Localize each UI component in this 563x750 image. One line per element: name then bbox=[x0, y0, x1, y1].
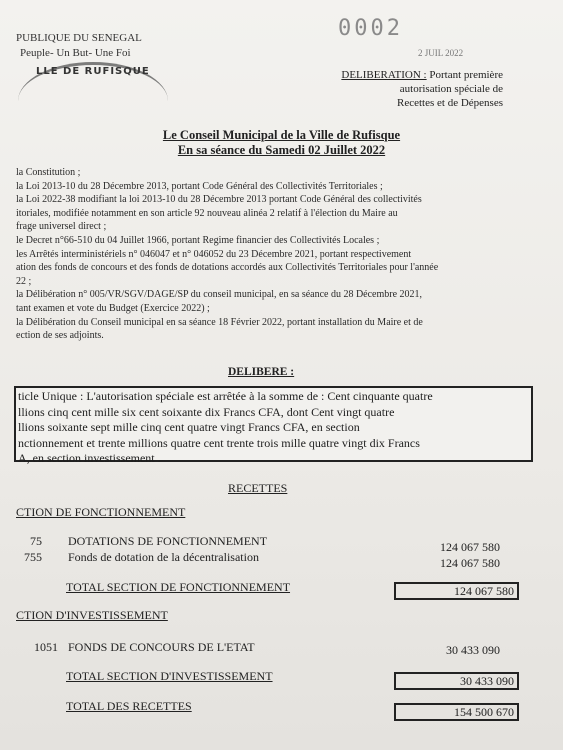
fonctionnement-heading: CTION DE FONCTIONNEMENT bbox=[16, 505, 186, 519]
article-line: llions soixante sept mille cinq cent quatre vingt Francs CFA, en section bbox=[18, 420, 360, 434]
legal-references bbox=[16, 166, 438, 343]
ref-line: ation des fonds de concours et des fonds de dotations accordés aux Collectivités Territoriales pour l'année bbox=[16, 262, 439, 274]
ref-line: 22 ; bbox=[16, 275, 32, 287]
total-investissement-label: TOTAL SECTION D'INVESTISSEMENT bbox=[66, 669, 273, 683]
deliberation-subject-2: autorisation spéciale de bbox=[399, 83, 503, 95]
ref-line: la Loi 2022-38 modifiant la loi 2013-10 du 28 Décembre 2013 portant Code Général des collectivités bbox=[16, 194, 422, 206]
total-recettes-amount: 154 500 670 bbox=[394, 703, 519, 721]
republic-heading: PUBLIQUE DU SENEGAL bbox=[16, 32, 142, 44]
article-line: nctionnement et trente millions quatre cent trente trois mille quatre vingt dix Francs bbox=[18, 435, 420, 450]
delibere-heading: DELIBERE : bbox=[228, 366, 295, 378]
ref-line: ection de ses adjoints. bbox=[16, 330, 104, 342]
article-line: ticle Unique : L'autorisation spéciale est arrêtée à la somme de : Cent cinquante quatre bbox=[18, 389, 433, 403]
row-amount: 124 067 580 bbox=[440, 556, 500, 570]
investissement-heading: CTION D'INVESTISSEMENT bbox=[16, 608, 168, 622]
row-label: DOTATIONS DE FONCTIONNEMENT bbox=[68, 534, 268, 548]
ref-line: le Decret n°66-510 du 04 Juillet 1966, portant Regime financier des Collectivités Locales ; bbox=[16, 234, 380, 246]
row-amount: 124 067 580 bbox=[440, 540, 500, 554]
article-text bbox=[16, 388, 531, 467]
council-title bbox=[0, 128, 563, 158]
recettes-heading: RECETTES bbox=[228, 481, 288, 495]
row-code: 75 bbox=[30, 534, 42, 548]
ref-line: la Constitution ; bbox=[16, 167, 81, 178]
article-line: A, en section investissement . bbox=[18, 451, 161, 465]
national-motto: Peuple- Un But- Une Foi bbox=[20, 47, 131, 59]
ref-line: la Délibération du Conseil municipal en sa séance 18 Février 2022, portant installation du Maire et de bbox=[16, 316, 423, 328]
deliberation-label: DELIBERATION : bbox=[341, 69, 427, 81]
ref-line: les Arrêtés interministériels n° 046047 et n° 046052 du 23 Décembre 2021, portant respectivement bbox=[16, 248, 412, 260]
total-fonctionnement-amount: 124 067 580 bbox=[394, 582, 519, 600]
row-label: Fonds de dotation de la décentralisation bbox=[68, 550, 259, 564]
stamp-date: 2 JUIL 2022 bbox=[418, 48, 464, 58]
ref-line: tant examen et vote du Budget (Exercice 2022) ; bbox=[16, 302, 210, 314]
row-code: 755 bbox=[24, 550, 42, 564]
row-label: FONDS DE CONCOURS DE L'ETAT bbox=[68, 640, 255, 654]
row-code: 1051 bbox=[34, 640, 58, 654]
total-investissement-amount: 30 433 090 bbox=[394, 672, 519, 690]
ref-line: frage universel direct ; bbox=[16, 221, 107, 233]
total-fonctionnement-label: TOTAL SECTION DE FONCTIONNEMENT bbox=[66, 580, 291, 594]
council-title-line1: Le Conseil Municipal de la Ville de Rufisque bbox=[162, 128, 401, 142]
article-line: llions cinq cent mille six cent soixante dix Francs CFA, dont Cent vingt quatre bbox=[18, 404, 395, 419]
ref-line: la Délibération n° 005/VR/SGV/DAGE/SP du conseil municipal, en sa séance du 28 Décembre 2021, bbox=[16, 289, 423, 301]
deliberation-block bbox=[341, 68, 503, 110]
seal-text: LLE DE RUFISQUE bbox=[36, 66, 150, 77]
registration-number-stamp: 0002 bbox=[338, 16, 403, 41]
total-recettes-label: TOTAL DES RECETTES bbox=[66, 699, 192, 713]
ref-line: itoriales, modifiée notamment en son article 92 nouveau alinéa 2 relatif à l'élection du Maire au bbox=[16, 207, 398, 219]
deliberation-subject-1: Portant première bbox=[426, 69, 503, 81]
council-title-line2: En sa séance du Samedi 02 Juillet 2022 bbox=[177, 143, 386, 157]
deliberation-subject-3: Recettes et de Dépenses bbox=[397, 97, 503, 109]
article-unique-box bbox=[14, 386, 533, 465]
row-amount: 30 433 090 bbox=[446, 643, 500, 657]
ref-line: la Loi 2013-10 du 28 Décembre 2013, portant Code Général des Collectivités Territoriales ; bbox=[16, 180, 383, 192]
